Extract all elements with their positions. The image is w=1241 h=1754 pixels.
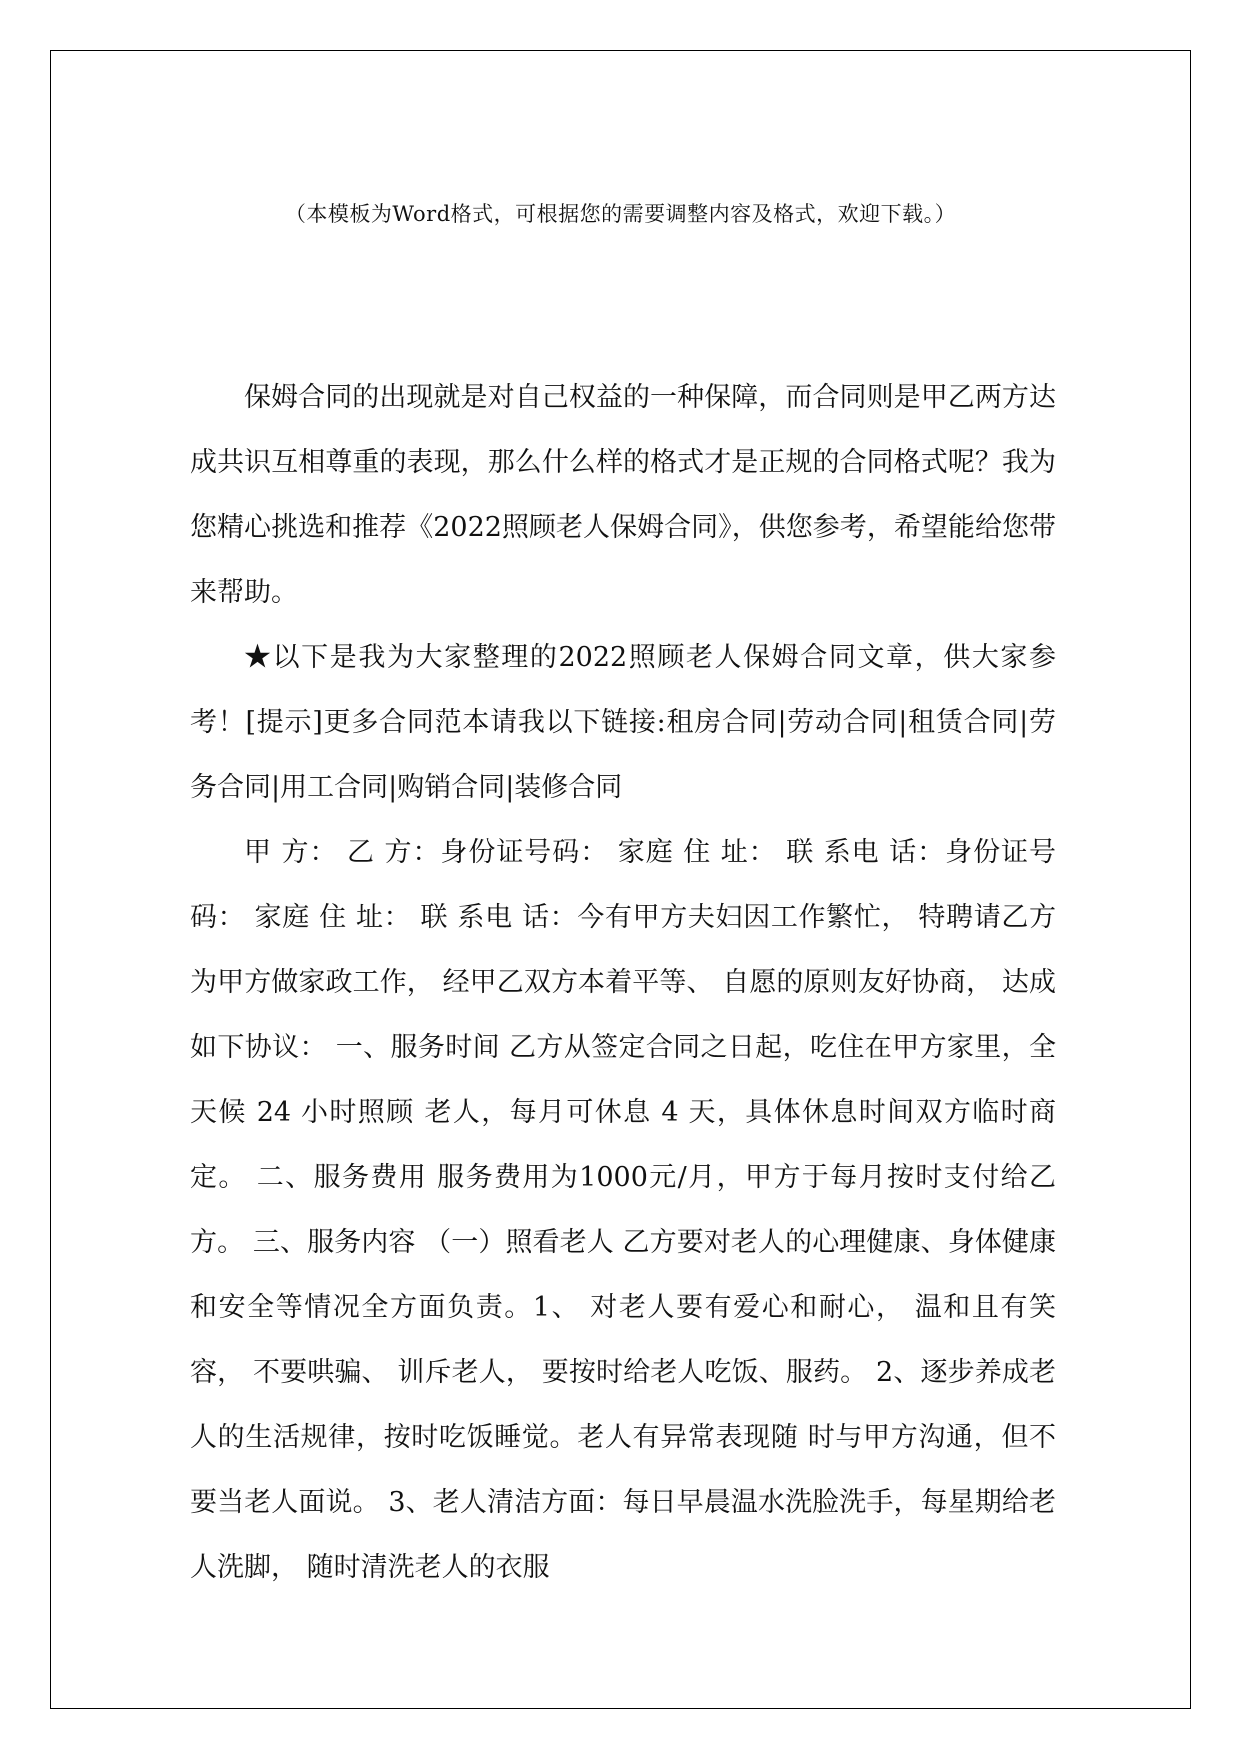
contract-paragraph: 甲 方： 乙 方：身份证号码： 家庭 住 址： 联 系电 话：身份证号码： 家庭 住 址： 联 系电 话：今有甲方夫妇因工作繁忙， 特聘请乙方为甲方做家政工作， 经甲乙双方本着平等、 自愿的原则友好协商， 达成如下协议： 一、服务时间 乙方从签定合同之日起，吃住在甲方家里，全天候 24 小时照顾 老人，每月可休息 4 天，具体休息时间双方临时商定。 二、服务费用 服务费用为1000元/月，甲方于每月按时支付给乙方。 三、服务内容 （一）照看老人 乙方要对老人的心理健康、身体健康和安全等情况全方面负责。1、 对老人要有爱心和耐心， 温和且有笑容， 不要哄骗、 训斥老人， 要按时给老人吃饭、服药。 2、逐步养成老人的生活规律，按时吃饭睡觉。老人有异常表现随 时与甲方沟通，但不要当老人面说。 3、老人清洁方面：每日早晨温水洗脸洗手，每星期给老人洗脚， 随时清洗老人的衣服 [190, 837, 1056, 1583]
links-paragraph: ★以下是我为大家整理的2022照顾老人保姆合同文章，供大家参考！[提示]更多合同范本请我以下链接:租房合同|劳动合同|租赁合同|劳务合同|用工合同|购销合同|装修合同 [190, 642, 1056, 803]
template-note: （本模板为Word格式，可根据您的需要调整内容及格式，欢迎下载。） [284, 202, 957, 226]
document-body [190, 365, 1056, 1600]
intro-paragraph: 保姆合同的出现就是对自己权益的一种保障，而合同则是甲乙两方达成共识互相尊重的表现，那么什么样的格式才是正规的合同格式呢？我为您精心挑选和推荐《2022照顾老人保姆合同》，供您参考，希望能给您带来帮助。 [190, 382, 1056, 608]
